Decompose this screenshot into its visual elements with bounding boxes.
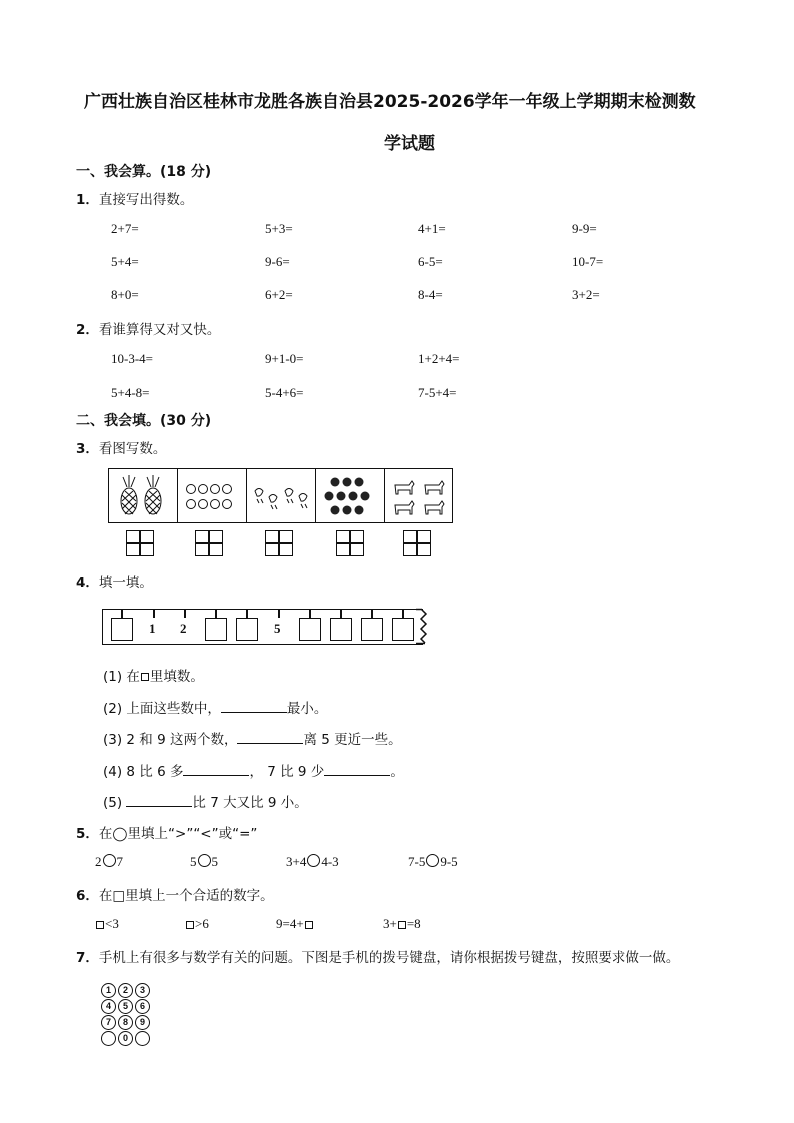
ruler-tick (309, 609, 311, 618)
sub-text: ， 7 比 9 少 (249, 764, 325, 780)
keypad-key: 9 (135, 1015, 150, 1030)
question-2 (76, 318, 220, 338)
ruler-answer-box[interactable] (299, 618, 321, 641)
equation: 5-4+6= (265, 385, 304, 400)
equation: 5+4-8= (111, 385, 150, 400)
question-number: 6． (76, 888, 99, 904)
section-1-heading: 一、我会算。(18 分) (76, 164, 212, 180)
ruler-answer-box[interactable] (111, 618, 133, 641)
fill-blank[interactable] (183, 763, 249, 776)
equation: 8+0= (111, 287, 139, 302)
flowers-cell (178, 469, 247, 522)
expr: <3 (105, 916, 119, 931)
sub-text: 。 (390, 764, 404, 780)
equation: 10-3-4= (111, 351, 153, 366)
square-symbol (141, 673, 149, 681)
expr: >6 (195, 916, 209, 931)
square-blank[interactable] (186, 921, 194, 929)
square-blank[interactable] (305, 921, 313, 929)
ruler-tick (215, 609, 217, 618)
bird-icon (247, 469, 315, 522)
sub-text: 离 5 更近一些。 (303, 732, 402, 748)
answer-box[interactable] (336, 530, 364, 556)
equation: 6+2= (265, 287, 293, 302)
equation: 3+2= (572, 287, 600, 302)
right-expr: 5 (211, 854, 218, 869)
fill-item (383, 916, 421, 932)
question-number: 3． (76, 441, 99, 457)
sub-text: (3) 2 和 9 这两个数， (103, 732, 238, 748)
sub-text: 里填数。 (149, 669, 204, 685)
left-expr: 7-5 (408, 854, 426, 869)
keypad-key: 5 (118, 999, 133, 1014)
circle-blank[interactable] (307, 854, 320, 867)
answer-box[interactable] (126, 530, 154, 556)
equation: 4+1= (418, 221, 446, 236)
question-text: 看图写数。 (98, 441, 167, 457)
sub-text: 最小。 (286, 701, 328, 717)
ruler-tick (153, 609, 155, 618)
fill-blank[interactable] (324, 763, 390, 776)
keypad-key: 4 (101, 999, 116, 1014)
question-text: 手机上有很多与数学有关的问题。下图是手机的拨号键盘，请你根据拨号键盘，按照要求做一做。 (98, 950, 680, 966)
equation: 10-7= (572, 254, 604, 269)
left-expr: 2 (95, 854, 102, 869)
apples-cell (316, 469, 385, 522)
keypad-key: 0 (118, 1031, 133, 1046)
question-number: 2． (76, 322, 99, 338)
ruler-tick (371, 609, 373, 618)
answer-box[interactable] (403, 530, 431, 556)
equation: 5+3= (265, 221, 293, 236)
equation: 1+2+4= (418, 351, 460, 366)
compare-item (190, 854, 218, 870)
ruler-answer-box[interactable] (236, 618, 258, 641)
keypad-key: 1 (101, 983, 116, 998)
question-3 (76, 437, 166, 457)
ruler-tick (340, 609, 342, 618)
keypad-key: 3 (135, 983, 150, 998)
fill-blank[interactable] (237, 731, 303, 744)
equation: 8-4= (418, 287, 443, 302)
question-number: 4． (76, 575, 99, 591)
left-expr: 3+4 (286, 854, 307, 869)
ruler-answer-box[interactable] (205, 618, 227, 641)
ruler-torn-edge (416, 607, 432, 645)
expr: =8 (406, 916, 421, 931)
question-5 (76, 822, 257, 842)
ruler-tick (402, 609, 404, 618)
q4-sub-4 (103, 760, 404, 780)
fill-blank[interactable] (221, 700, 287, 713)
question-1 (76, 188, 193, 208)
compare-item (408, 854, 458, 870)
circle-blank[interactable] (103, 854, 116, 867)
fill-item (95, 916, 119, 932)
fill-item (276, 916, 314, 932)
sub-text: (1) 在 (103, 669, 140, 685)
expr: 9=4+ (276, 916, 304, 931)
equation: 9+1-0= (265, 351, 304, 366)
section-2-heading: 二、我会填。(30 分) (76, 413, 212, 429)
keypad-key (101, 1031, 116, 1046)
title-line-2: 学试题 (384, 134, 435, 154)
apple-icon (316, 469, 384, 522)
square-blank[interactable] (96, 921, 104, 929)
sub-text: (4) 8 比 6 多 (103, 764, 184, 780)
question-number: 5． (76, 826, 99, 842)
ruler-tick (121, 609, 123, 618)
keypad-key: 8 (118, 1015, 133, 1030)
answer-box[interactable] (195, 530, 223, 556)
right-expr: 9-5 (440, 854, 458, 869)
horses-cell (385, 469, 453, 522)
expr: 3+ (383, 916, 397, 931)
pineapple-cell (109, 469, 178, 522)
sub-text: (2) 上面这些数中， (103, 701, 221, 717)
ruler-answer-box[interactable] (330, 618, 352, 641)
left-expr: 5 (190, 854, 197, 869)
question-text: 填一填。 (98, 575, 153, 591)
sub-text: 比 7 大又比 9 小。 (192, 795, 308, 811)
question-text: 在□里填上一个合适的数字。 (98, 888, 274, 904)
square-blank[interactable] (398, 921, 406, 929)
question-number: 7． (76, 950, 99, 966)
horse-icon (385, 469, 453, 522)
ruler-label: 1 (149, 621, 156, 636)
equation: 7-5+4= (418, 385, 457, 400)
q4-sub-5 (103, 791, 308, 811)
picture-strip (108, 468, 453, 523)
circle-blank[interactable] (198, 854, 211, 867)
q4-sub-1 (103, 665, 204, 685)
q4-sub-2 (103, 697, 327, 717)
birds-cell (247, 469, 316, 522)
question-number: 1． (76, 192, 99, 208)
pineapple-icon (109, 469, 177, 522)
flower-icon (178, 469, 246, 522)
ruler-answer-box[interactable] (392, 618, 414, 641)
equation: 2+7= (111, 221, 139, 236)
question-text: 直接写出得数。 (98, 192, 194, 208)
sub-text: (5) (103, 795, 127, 811)
fill-blank[interactable] (126, 794, 192, 807)
question-text: 看谁算得又对又快。 (98, 322, 221, 338)
ruler-tick (184, 609, 186, 618)
keypad-key: 2 (118, 983, 133, 998)
equation: 9-9= (572, 221, 597, 236)
ruler-tick (278, 609, 280, 618)
keypad-key: 7 (101, 1015, 116, 1030)
question-4 (76, 571, 153, 591)
ruler-label: 5 (274, 621, 281, 636)
circle-blank[interactable] (426, 854, 439, 867)
keypad-key: 6 (135, 999, 150, 1014)
ruler-label: 2 (180, 621, 187, 636)
right-expr: 7 (116, 854, 123, 869)
fill-item (185, 916, 209, 932)
compare-item (95, 854, 123, 870)
title-line-1: 广西壮族自治区桂林市龙胜各族自治县2025-2026学年一年级上学期期末检测数 (84, 92, 696, 112)
equation: 5+4= (111, 254, 139, 269)
question-7 (76, 946, 679, 966)
compare-item (286, 854, 339, 870)
question-text: 在◯里填上“>”“<”或“=” (98, 826, 258, 842)
answer-box[interactable] (265, 530, 293, 556)
keypad-key (135, 1031, 150, 1046)
ruler-tick (246, 609, 248, 618)
q4-sub-3 (103, 728, 402, 748)
equation: 9-6= (265, 254, 290, 269)
equation: 6-5= (418, 254, 443, 269)
question-6 (76, 884, 274, 904)
right-expr: 4-3 (321, 854, 339, 869)
ruler-answer-box[interactable] (361, 618, 383, 641)
